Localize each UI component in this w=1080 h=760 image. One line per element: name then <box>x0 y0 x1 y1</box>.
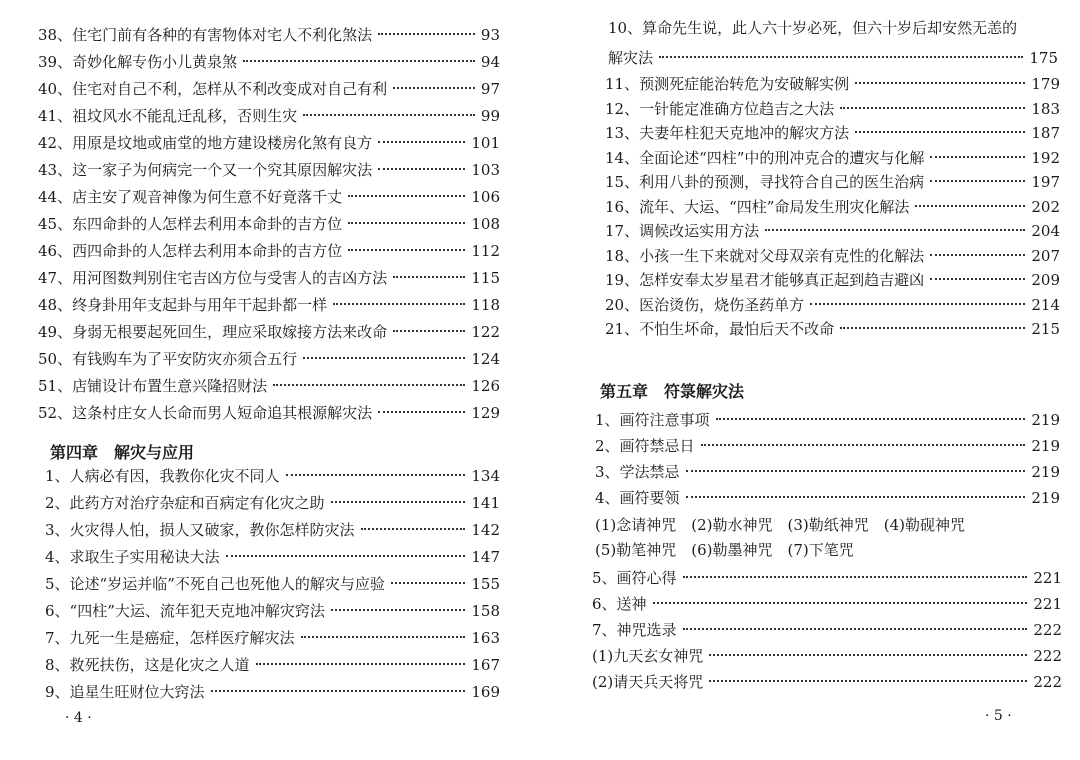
toc-page-number: 222 <box>1033 673 1062 691</box>
toc-page-number: 118 <box>471 296 500 314</box>
dot-leader <box>930 278 1025 280</box>
dot-leader <box>211 690 466 692</box>
dot-leader <box>683 576 1028 578</box>
toc-title: 3、火灾得人怕，损人又破家，教你怎样防灾法 <box>45 521 355 539</box>
chapter-5-heading: 第五章 符箓解灾法 <box>600 382 745 401</box>
toc-page-number: 163 <box>471 629 500 647</box>
toc-page-number: 101 <box>471 134 500 152</box>
dot-leader <box>243 60 475 62</box>
toc-page-number: 215 <box>1031 320 1060 338</box>
toc-entry <box>595 462 1060 484</box>
toc-page-number: 169 <box>471 683 500 701</box>
toc-title: 20、医治烫伤，烧伤圣药单方 <box>605 295 805 314</box>
toc-title: 49、身弱无根要起死回生，理应采取嫁接方法来改命 <box>38 323 388 341</box>
toc-entry <box>38 52 500 74</box>
dot-leader <box>286 474 466 476</box>
toc-title: 13、夫妻年柱犯天克地冲的解灾方法 <box>605 124 850 142</box>
toc-entry <box>592 646 1062 668</box>
dot-leader <box>855 82 1025 84</box>
toc-title: 15、利用八卦的预测，寻找符合自己的医生治病 <box>605 173 925 191</box>
dot-leader <box>930 180 1025 182</box>
toc-title: 8、救死扶伤，这是化灾之人道 <box>45 656 250 674</box>
toc-page-number: 158 <box>471 602 500 620</box>
mantra-list-line1: (1)念请神咒 (2)勒水神咒 (3)勒纸神咒 (4)勒砚神咒 <box>595 516 965 534</box>
toc-entry <box>592 672 1062 694</box>
toc-entry <box>38 403 500 425</box>
toc-entry <box>605 123 1060 145</box>
dot-leader <box>391 582 465 584</box>
dot-leader <box>393 330 465 332</box>
toc-page-number: 219 <box>1031 489 1060 507</box>
toc-page-number: 167 <box>471 656 500 674</box>
toc-entry <box>38 376 500 398</box>
dot-leader <box>840 327 1025 329</box>
toc-entry <box>38 25 500 47</box>
toc-title: 19、怎样安奉太岁星君才能够真正起到趋吉避凶 <box>605 271 925 289</box>
toc-page-number: 207 <box>1031 246 1060 265</box>
toc-entry <box>595 436 1060 458</box>
dot-leader <box>653 602 1028 604</box>
toc-entry <box>45 466 500 488</box>
toc-title: 14、全面论述“四柱”中的刑冲克合的遭灾与化解 <box>605 148 925 167</box>
dot-leader <box>348 195 465 197</box>
toc-page-number: 221 <box>1033 569 1062 587</box>
toc-title: 3、学法禁忌 <box>595 463 680 481</box>
toc-entry <box>605 148 1060 170</box>
toc-title: 7、九死一生是癌症，怎样医疗解灾法 <box>45 629 295 647</box>
toc-entry <box>38 79 500 101</box>
toc-entry <box>595 488 1060 510</box>
toc-page-number: 192 <box>1031 148 1060 167</box>
dot-leader <box>256 663 466 665</box>
dot-leader <box>659 56 1023 58</box>
right-page-number: · 5 · <box>985 708 1012 724</box>
entry-10-line1: 10、算命先生说，此人六十岁必死，但六十岁后却安然无恙的 <box>608 19 1018 37</box>
toc-page-number: 187 <box>1031 124 1060 142</box>
toc-entry <box>38 160 500 182</box>
dot-leader <box>331 501 466 503</box>
dot-leader <box>348 222 465 224</box>
dot-leader <box>393 276 465 278</box>
toc-page-number: 219 <box>1031 411 1060 429</box>
toc-entry <box>605 74 1060 96</box>
toc-title: 6、“四柱”大运、流年犯天克地冲解灾窍法 <box>45 602 325 620</box>
toc-entry <box>38 214 500 236</box>
toc-title: 47、用河图数判别住宅吉凶方位与受害人的吉凶方法 <box>38 269 388 287</box>
dot-leader <box>378 168 465 170</box>
toc-entry <box>38 322 500 344</box>
entry-10-line2 <box>608 48 1058 70</box>
toc-title: 38、住宅门前有各种的有害物体对宅人不利化煞法 <box>38 26 373 44</box>
toc-entry <box>592 620 1062 642</box>
toc-page-number: 99 <box>480 107 500 125</box>
toc-title: 16、流年、大运、“四柱”命局发生刑灾化解法 <box>605 197 910 216</box>
toc-entry <box>595 410 1060 432</box>
toc-entry <box>45 493 500 515</box>
toc-entry <box>38 241 500 263</box>
right-page <box>540 0 1080 760</box>
toc-title: 1、画符注意事项 <box>595 411 710 429</box>
toc-page-number: 155 <box>471 575 500 593</box>
toc-title: 41、祖坟风水不能乱迁乱移，否则生灾 <box>38 107 298 125</box>
toc-title: (1)九天玄女神咒 <box>592 647 704 665</box>
toc-entry <box>605 319 1060 341</box>
toc-title: 39、奇妙化解专伤小儿黄泉煞 <box>38 53 238 71</box>
toc-title: 12、一针能定准确方位趋吉之大法 <box>605 99 835 118</box>
toc-title: 42、用原是坟地或庙堂的地方建设楼房化煞有良方 <box>38 134 373 152</box>
toc-entry <box>38 133 500 155</box>
toc-title: 45、东四命卦的人怎样去利用本命卦的吉方位 <box>38 215 343 233</box>
dot-leader <box>348 249 465 251</box>
dot-leader <box>765 229 1025 231</box>
dot-leader <box>930 156 1025 158</box>
dot-leader <box>683 628 1028 630</box>
toc-page-number: 93 <box>480 26 500 44</box>
toc-page-number: 103 <box>471 161 500 179</box>
toc-page-number: 126 <box>471 377 500 395</box>
toc-entry <box>605 99 1060 121</box>
toc-title: 51、店铺设计布置生意兴隆招财法 <box>38 377 268 395</box>
toc-page-number: 134 <box>471 467 500 485</box>
chapter-4-heading: 第四章 解灾与应用 <box>50 443 195 462</box>
toc-page-number: 202 <box>1031 197 1060 216</box>
toc-title: 2、画符禁忌日 <box>595 437 695 455</box>
toc-title: 44、店主安了观音神像为何生意不好竟落千丈 <box>38 188 343 206</box>
dot-leader <box>226 555 466 557</box>
toc-page-number: 112 <box>471 242 500 260</box>
toc-entry <box>605 197 1060 219</box>
toc-page-number: 209 <box>1031 271 1060 289</box>
toc-title: 2、此药方对治疗杂症和百病定有化灾之助 <box>45 494 325 512</box>
dot-leader <box>840 107 1025 109</box>
dot-leader <box>930 254 1025 256</box>
toc-page-number: 97 <box>480 80 500 98</box>
toc-entry <box>38 187 500 209</box>
toc-entry <box>45 628 500 650</box>
toc-page-number: 175 <box>1029 49 1058 67</box>
toc-page-number: 142 <box>471 521 500 539</box>
dot-leader <box>686 496 1026 498</box>
dot-leader <box>331 609 465 611</box>
toc-title: 43、这一家子为何病完一个又一个究其原因解灾法 <box>38 161 373 179</box>
toc-title: 18、小孩一生下来就对父母双亲有克性的化解法 <box>605 246 925 265</box>
toc-page-number: 141 <box>471 494 500 512</box>
dot-leader <box>855 131 1025 133</box>
toc-title: 9、追星生旺财位大窍法 <box>45 683 205 701</box>
toc-page-number: 219 <box>1031 437 1060 455</box>
toc-title: 4、画符要领 <box>595 489 680 507</box>
dot-leader <box>701 444 1026 446</box>
toc-entry <box>45 601 500 623</box>
toc-title: 50、有钱购车为了平安防灾亦须合五行 <box>38 350 298 368</box>
toc-title: 21、不怕生坏命，最怕后天不改命 <box>605 320 835 338</box>
toc-page-number: 147 <box>471 548 500 566</box>
dot-leader <box>378 411 465 413</box>
toc-page-number: 219 <box>1031 463 1060 481</box>
toc-entry <box>38 349 500 371</box>
toc-entry <box>605 270 1060 292</box>
toc-title: 52、这条村庄女人长命而男人短命追其根源解灾法 <box>38 404 373 422</box>
toc-page-number: 129 <box>471 404 500 422</box>
toc-page-number: 222 <box>1033 647 1062 665</box>
toc-entry <box>38 295 500 317</box>
toc-entry <box>605 172 1060 194</box>
toc-page-number: 179 <box>1031 75 1060 93</box>
toc-entry <box>592 594 1062 616</box>
toc-page-number: 94 <box>480 53 500 71</box>
dot-leader <box>303 357 465 359</box>
toc-title: 48、终身卦用年支起卦与用年干起卦都一样 <box>38 296 328 314</box>
toc-page-number: 106 <box>471 188 500 206</box>
dot-leader <box>716 418 1026 420</box>
toc-page-number: 204 <box>1031 222 1060 240</box>
toc-title: 1、人病必有因，我教你化灾不同人 <box>45 467 280 485</box>
toc-page-number: 108 <box>471 215 500 233</box>
toc-title: 17、调候改运实用方法 <box>605 222 760 240</box>
dot-leader <box>273 384 465 386</box>
toc-page-number: 222 <box>1033 621 1062 639</box>
toc-page-number: 115 <box>471 269 500 287</box>
toc-entry <box>38 268 500 290</box>
dot-leader <box>378 141 465 143</box>
toc-title: 5、画符心得 <box>592 569 677 587</box>
toc-title: 6、送神 <box>592 595 647 613</box>
toc-title: 11、预测死症能治转危为安破解实例 <box>605 75 850 93</box>
toc-page-number: 124 <box>471 350 500 368</box>
toc-entry <box>45 547 500 569</box>
dot-leader <box>378 33 475 35</box>
toc-entry <box>38 106 500 128</box>
dot-leader <box>915 205 1025 207</box>
dot-leader <box>361 528 466 530</box>
dot-leader <box>303 114 475 116</box>
mantra-list-line2: (5)勒笔神咒 (6)勒墨神咒 (7)下笔咒 <box>595 541 854 559</box>
toc-page-number: 197 <box>1031 173 1060 191</box>
dot-leader <box>301 636 466 638</box>
toc-page-number: 122 <box>471 323 500 341</box>
dot-leader <box>686 470 1026 472</box>
dot-leader <box>333 303 465 305</box>
toc-page-number: 183 <box>1031 99 1060 118</box>
dot-leader <box>393 87 475 89</box>
dot-leader <box>709 680 1027 682</box>
toc-entry <box>45 655 500 677</box>
toc-entry <box>592 568 1062 590</box>
toc-entry <box>45 520 500 542</box>
toc-entry <box>45 574 500 596</box>
toc-entry <box>605 295 1060 317</box>
toc-entry <box>605 221 1060 243</box>
toc-title: 4、求取生子实用秘诀大法 <box>45 548 220 566</box>
toc-entry <box>45 682 500 704</box>
dot-leader <box>810 303 1025 305</box>
toc-title: 40、住宅对自己不利，怎样从不利改变成对自己有利 <box>38 80 388 98</box>
toc-title: 46、西四命卦的人怎样去利用本命卦的吉方位 <box>38 242 343 260</box>
toc-page-number: 221 <box>1033 595 1062 613</box>
toc-page-number: 214 <box>1031 295 1060 314</box>
toc-title: 7、神咒选录 <box>592 621 677 639</box>
dot-leader <box>709 654 1027 656</box>
toc-title: (2)请天兵天将咒 <box>592 673 704 691</box>
toc-title: 解灾法 <box>608 49 654 67</box>
toc-entry <box>605 246 1060 268</box>
left-page-number: · 4 · <box>65 710 92 726</box>
toc-title: 5、论述“岁运并临”不死自己也死他人的解灾与应验 <box>45 575 385 593</box>
